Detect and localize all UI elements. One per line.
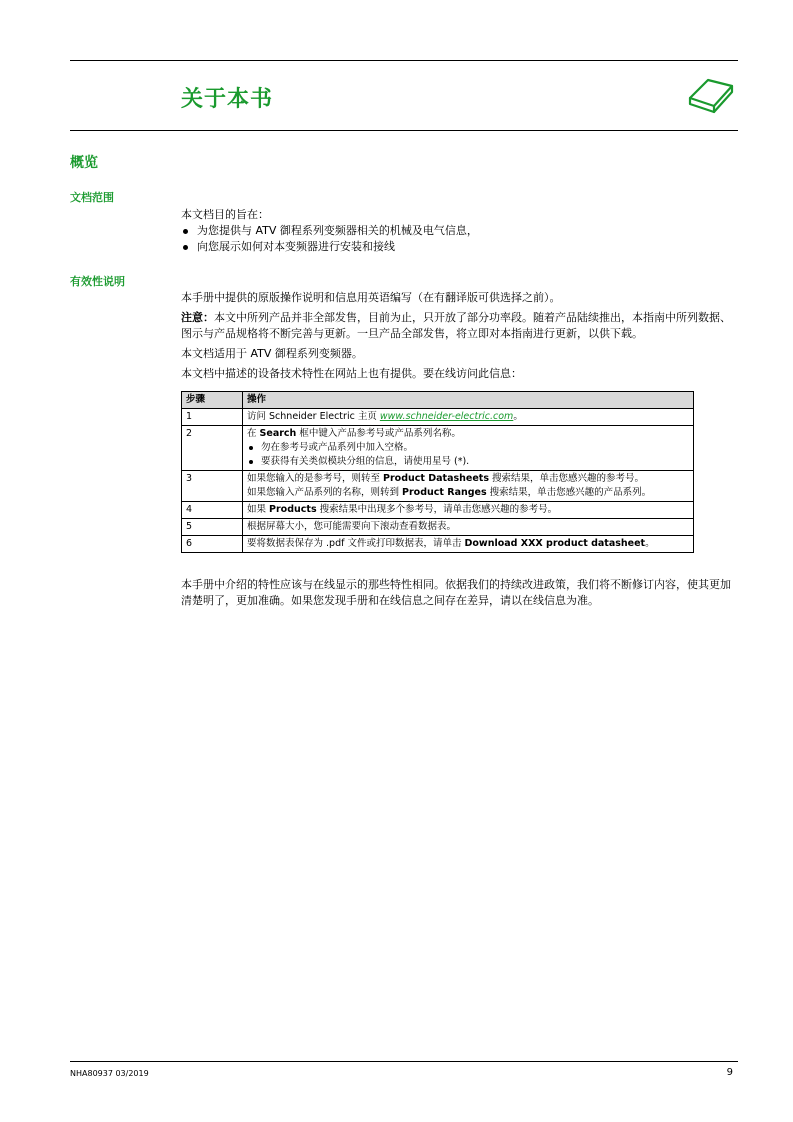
- title-rule: [70, 130, 738, 131]
- document-id: NHA80937 03/2019: [70, 1069, 149, 1078]
- step-number: 4: [182, 502, 243, 519]
- step-number: 6: [182, 536, 243, 553]
- scope-body: [181, 207, 736, 255]
- action-keyword: Download XXX product datasheet: [464, 538, 646, 549]
- table-row: [182, 409, 694, 426]
- action-keyword: Products: [269, 504, 317, 515]
- table-row: [182, 502, 694, 519]
- step-action: 根据屏幕大小，您可能需要向下滚动查看数据表。: [243, 519, 694, 536]
- action-text: 要将数据表保存为 .pdf 文件或打印数据表，请单击: [247, 538, 465, 549]
- note-label: 注意：: [181, 311, 214, 324]
- action-text: 搜索结果，单击您感兴趣的产品系列。: [486, 487, 652, 498]
- book-icon: [686, 74, 736, 114]
- validity-body: [181, 290, 736, 386]
- action-text: 。: [645, 538, 655, 549]
- action-text: 如果: [247, 504, 270, 515]
- header-step: 步骤: [182, 392, 243, 409]
- page-title: 关于本书: [181, 87, 274, 112]
- website-link[interactable]: www.schneider-electric.com: [379, 411, 514, 422]
- action-keyword: Product Ranges: [402, 487, 487, 498]
- table-row: [182, 426, 694, 471]
- step-sublist: [247, 441, 689, 469]
- scope-heading: 文档范围: [70, 191, 114, 204]
- step-number: 3: [182, 471, 243, 502]
- online-paragraph: 本文档中描述的设备技术特性在网站上也有提供。要在线访问此信息：: [181, 367, 522, 380]
- scope-intro: 本文档目的旨在：: [181, 208, 269, 221]
- table-row: [182, 536, 694, 553]
- list-item: 勿在参考号或产品系列中加入空格。: [247, 441, 689, 455]
- closing-paragraph: 本手册中介绍的特性应该与在线显示的那些特性相同。依据我们的持续改进政策，我们将不断修订内容，使其更加清楚明了，更加准确。如果您发现手册和在线信息之间存在差异，请以在线信息为准。: [181, 578, 731, 607]
- step-action: [243, 502, 694, 519]
- header-action: 操作: [243, 392, 694, 409]
- action-text: 框中键入产品参考号或产品系列名称。: [296, 428, 461, 439]
- step-number: 1: [182, 409, 243, 426]
- top-rule: [70, 60, 738, 61]
- list-item: 向您展示如何对本变频器进行安装和接线: [181, 239, 736, 255]
- table-row: [182, 519, 694, 536]
- table-row: [182, 471, 694, 502]
- validity-heading: 有效性说明: [70, 275, 125, 288]
- action-text: 如果您输入产品系列的名称，则转到: [247, 487, 403, 498]
- table-header-row: [182, 392, 694, 409]
- action-text: 。: [513, 411, 523, 422]
- footer-rule: [70, 1061, 738, 1062]
- step-action: [243, 409, 694, 426]
- step-action: [243, 536, 694, 553]
- note-text: 本文中所列产品并非全部发售，目前为止，只开放了部分功率段。随着产品陆续推出，本指南中所列数据、图示与产品规格将不断完善与更新。一旦产品全部发售，将立即对本指南进行更新，以供下载。: [181, 311, 731, 340]
- step-action: [243, 426, 694, 471]
- action-text: 在: [247, 428, 260, 439]
- step-number: 5: [182, 519, 243, 536]
- step-action: [243, 471, 694, 502]
- action-text: 访问 Schneider Electric 主页: [247, 411, 380, 422]
- applies-paragraph: 本文档适用于 ATV 御程系列变频器。: [181, 347, 363, 360]
- overview-title: 概览: [70, 155, 98, 171]
- list-item: 要获得有关类似模块分组的信息，请使用星号 (*).: [247, 455, 689, 469]
- scope-list: [181, 223, 736, 255]
- action-text: 搜索结果，单击您感兴趣的参考号。: [489, 473, 645, 484]
- action-text: 搜索结果中出现多个参考号，请单击您感兴趣的参考号。: [316, 504, 558, 515]
- list-item: 为您提供与 ATV 御程系列变频器相关的机械及电气信息，: [181, 223, 736, 239]
- action-text: 如果您输入的是参考号，则转至: [247, 473, 384, 484]
- action-keyword: Search: [259, 428, 297, 439]
- steps-table: [181, 391, 694, 553]
- action-keyword: Product Datasheets: [383, 473, 489, 484]
- validity-paragraph: 本手册中提供的原版操作说明和信息用英语编写（在有翻译版可供选择之前）。: [181, 291, 561, 304]
- page-number: 9: [726, 1067, 733, 1078]
- step-number: 2: [182, 426, 243, 471]
- note-paragraph: [181, 310, 736, 342]
